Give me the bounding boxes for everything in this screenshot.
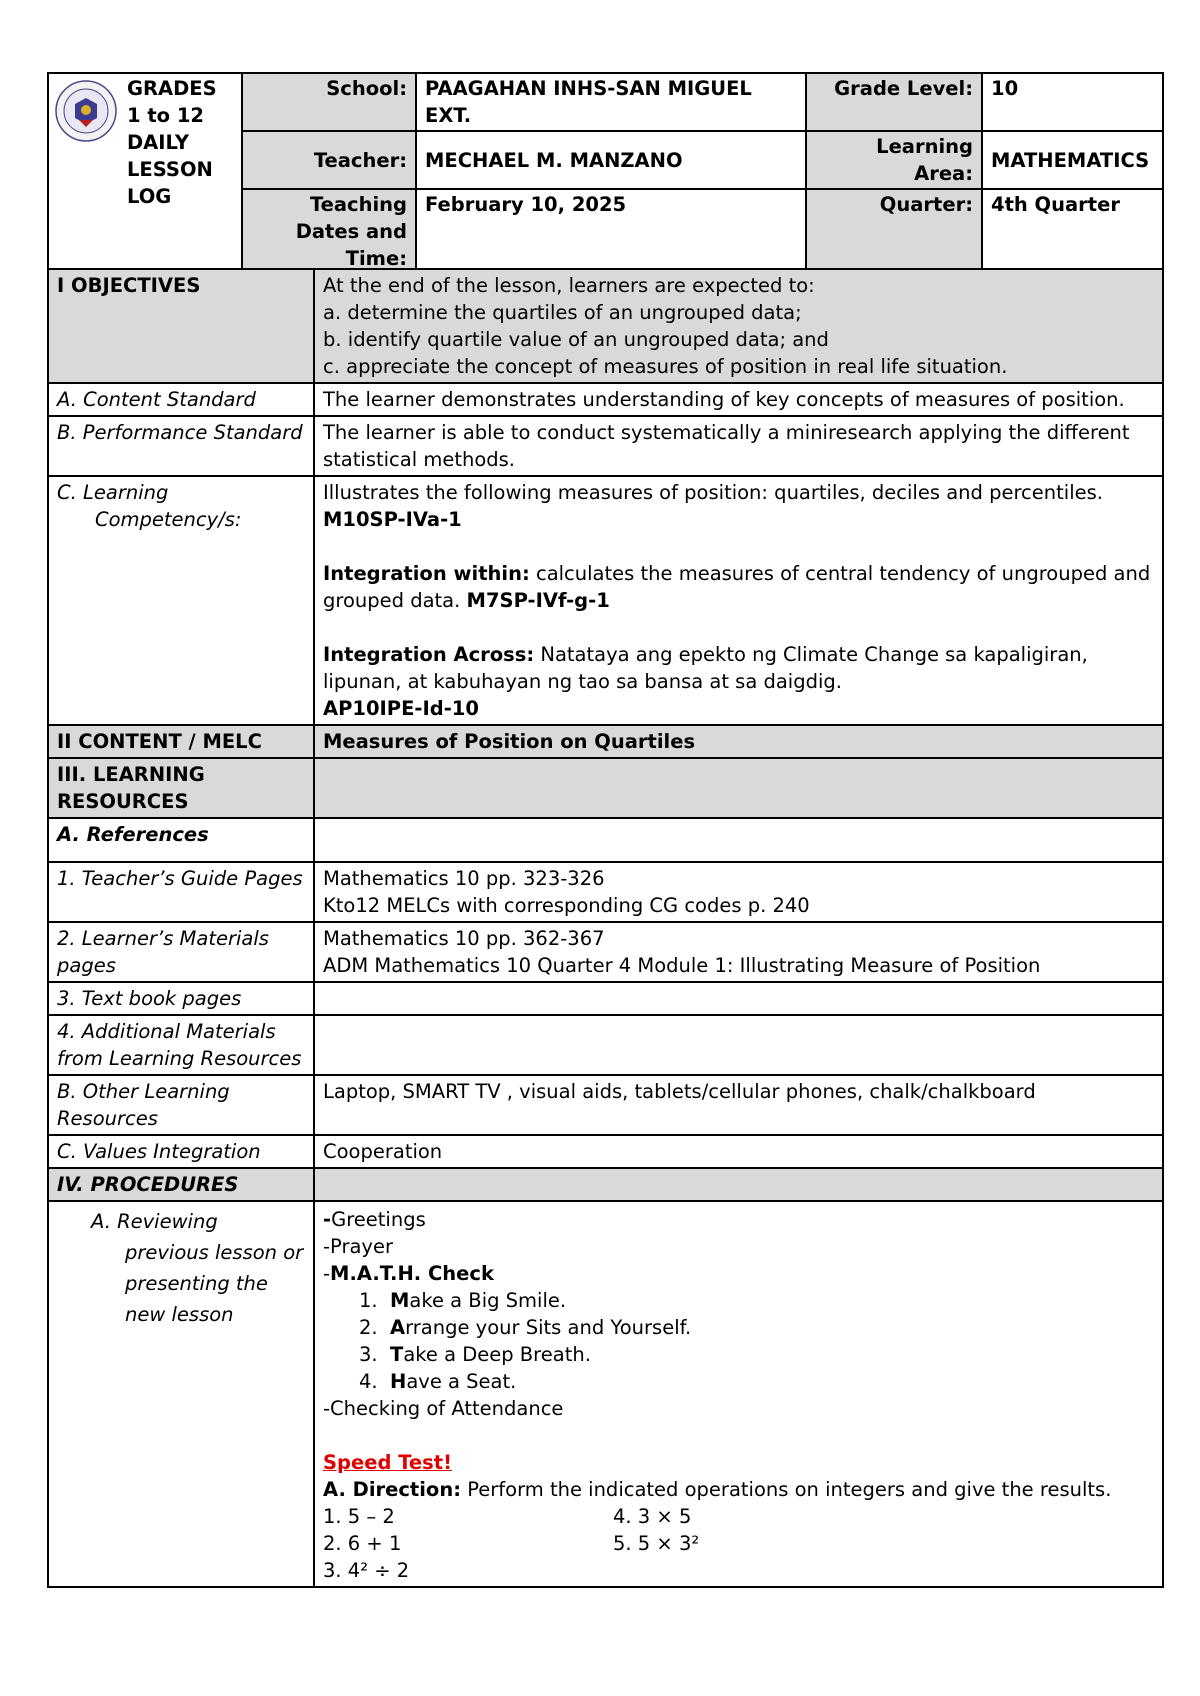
content-melc-row [48, 725, 1163, 758]
item-rest: rrange your Sits and Yourself. [405, 1316, 692, 1339]
grades-line: DAILY [127, 131, 190, 154]
item-rest: ave a Seat. [406, 1370, 517, 1393]
greetings-dash: - [323, 1208, 332, 1231]
learners-materials-line: ADM Mathematics 10 Quarter 4 Module 1: Illustrating Measure of Position [323, 954, 1041, 977]
teacher-label: Teacher: [242, 131, 416, 189]
item-letter: A [390, 1316, 406, 1339]
math-check-list [323, 1287, 1154, 1395]
header-table [47, 72, 1164, 275]
competency-text: Illustrates the following measures of position: quartiles, deciles and percentiles. [323, 481, 1103, 504]
dates-value: February 10, 2025 [416, 189, 806, 274]
speed-test-item: 3. 4² ÷ 2 [323, 1559, 410, 1582]
deped-seal-icon [55, 80, 117, 142]
direction-text: Perform the indicated operations on integers and give the results. [467, 1478, 1112, 1501]
item-number: 2. [359, 1316, 378, 1339]
speed-test-items [323, 1503, 1154, 1584]
learners-materials-label: 2. Learner’s Materials pages [48, 922, 314, 982]
item-rest: ake a Big Smile. [409, 1289, 567, 1312]
learning-competency-row [48, 476, 1163, 725]
learning-competency-content [314, 476, 1163, 725]
grade-level-label: Grade Level: [806, 73, 982, 131]
integration-within-text: calculates the measures of central tendency of ungrouped and grouped data. [323, 562, 1151, 612]
integration-within-label: Integration within: [323, 562, 530, 585]
dates-label-line: Dates and [295, 220, 407, 243]
learners-materials-row [48, 922, 1163, 982]
teachers-guide-row [48, 862, 1163, 922]
objective-line: At the end of the lesson, learners are expected to: [323, 274, 815, 297]
references-label: A. References [48, 818, 314, 862]
prayer-text: -Prayer [323, 1235, 393, 1258]
item-letter: H [390, 1370, 407, 1393]
integration-across-text: Natataya ang epekto ng Climate Change sa kapaligiran, lipunan, at kabuhayan ng tao sa bansa at sa daigdig. [323, 643, 1088, 693]
learning-area-label-line: Learning [876, 135, 973, 158]
values-integration-row [48, 1135, 1163, 1168]
school-value: PAAGAHAN INHS-SAN MIGUEL EXT. [416, 73, 806, 131]
references-row [48, 818, 1163, 862]
additional-materials-row [48, 1015, 1163, 1075]
textbook-label: 3. Text book pages [48, 982, 314, 1015]
integration-across-code: AP10IPE-Id-10 [323, 697, 479, 720]
procedures-label: IV. PROCEDURES [48, 1168, 314, 1201]
reviewing-row [48, 1201, 1163, 1587]
greetings-text: Greetings [331, 1208, 426, 1231]
speed-test-item: 5. 5 × 3² [613, 1532, 700, 1555]
dates-label-line: Teaching [309, 193, 407, 216]
learning-resources-label: III. LEARNING RESOURCES [48, 758, 314, 818]
objective-line: c. appreciate the concept of measures of position in real life situation. [323, 355, 1008, 378]
lesson-table [47, 268, 1164, 1588]
speed-test-item: 2. 6 + 1 [323, 1532, 402, 1555]
competency-code: M10SP-IVa-1 [323, 508, 462, 531]
reviewing-label: A. Reviewing previous lesson or presenting the new lesson [91, 1210, 304, 1326]
learning-area-label [806, 131, 982, 189]
content-melc-value: Measures of Position on Quartiles [314, 725, 1163, 758]
item-number: 1. [359, 1289, 378, 1312]
content-standard-label: A. Content Standard [57, 388, 256, 411]
objective-line: b. identify quartile value of an ungrouped data; and [323, 328, 829, 351]
item-rest: ake a Deep Breath. [403, 1343, 591, 1366]
item-number: 4. [359, 1370, 378, 1393]
learning-competency-label: C. Learning Competency/s: [57, 481, 242, 531]
math-check-item [359, 1368, 1154, 1395]
other-resources-value: Laptop, SMART TV , visual aids, tablets/cellular phones, chalk/chalkboard [314, 1075, 1163, 1135]
speed-test-item: 1. 5 – 2 [323, 1505, 395, 1528]
objectives-label: I OBJECTIVES [48, 269, 314, 383]
math-check-title: M.A.T.H. Check [330, 1262, 494, 1285]
content-melc-label: II CONTENT / MELC [48, 725, 314, 758]
math-check-dash: - [323, 1262, 331, 1285]
item-number: 3. [359, 1343, 378, 1366]
dates-label-line: Time: [345, 247, 407, 270]
learning-area-value: MATHEMATICS [982, 131, 1163, 189]
procedures-row [48, 1168, 1163, 1201]
additional-materials-label: 4. Additional Materials from Learning Resources [48, 1015, 314, 1075]
other-resources-row [48, 1075, 1163, 1135]
item-letter: T [390, 1343, 404, 1366]
teacher-value: MECHAEL M. MANZANO [416, 131, 806, 189]
attendance-text: -Checking of Attendance [323, 1397, 564, 1420]
reviewing-content [314, 1201, 1163, 1587]
speed-test-item: 4. 3 × 5 [613, 1505, 692, 1528]
content-standard-text: The learner demonstrates understanding of key concepts of measures of position. [314, 383, 1163, 416]
performance-standard-label: B. Performance Standard [57, 421, 303, 444]
objective-line: a. determine the quartiles of an ungrouped data; [323, 301, 802, 324]
math-check-item [359, 1314, 1154, 1341]
objectives-row [48, 269, 1163, 383]
math-check-item [359, 1341, 1154, 1368]
grades-line: GRADES [127, 77, 217, 100]
grades-line: LOG [127, 185, 172, 208]
direction-label: A. Direction: [323, 1478, 462, 1501]
item-letter: M [390, 1289, 410, 1312]
dates-label [242, 189, 416, 274]
grades-line: LESSON [127, 158, 213, 181]
math-check-item [359, 1287, 1154, 1314]
learning-area-label-line: Area: [914, 162, 973, 185]
teachers-guide-label: 1. Teacher’s Guide Pages [48, 862, 314, 922]
quarter-label: Quarter: [806, 189, 982, 274]
learners-materials-line: Mathematics 10 pp. 362-367 [323, 927, 605, 950]
performance-standard-row [48, 416, 1163, 476]
grades-line: 1 to 12 [127, 104, 205, 127]
other-resources-label: B. Other Learning Resources [48, 1075, 314, 1135]
grade-level-value: 10 [982, 73, 1163, 131]
grades-title-cell [48, 73, 242, 274]
teachers-guide-line: Kto12 MELCs with corresponding CG codes p. 240 [323, 894, 810, 917]
learning-resources-row [48, 758, 1163, 818]
objectives-content [314, 269, 1163, 383]
integration-within-code: M7SP-IVf-g-1 [466, 589, 610, 612]
values-integration-label: C. Values Integration [48, 1135, 314, 1168]
integration-across-label: Integration Across: [323, 643, 535, 666]
textbook-row [48, 982, 1163, 1015]
school-label: School: [242, 73, 416, 131]
speed-test-title: Speed Test! [323, 1451, 452, 1474]
teachers-guide-line: Mathematics 10 pp. 323-326 [323, 867, 605, 890]
quarter-value: 4th Quarter [982, 189, 1163, 274]
content-standard-row [48, 383, 1163, 416]
values-integration-value: Cooperation [314, 1135, 1163, 1168]
performance-standard-text: The learner is able to conduct systematically a miniresearch applying the different statistical methods. [314, 416, 1163, 476]
